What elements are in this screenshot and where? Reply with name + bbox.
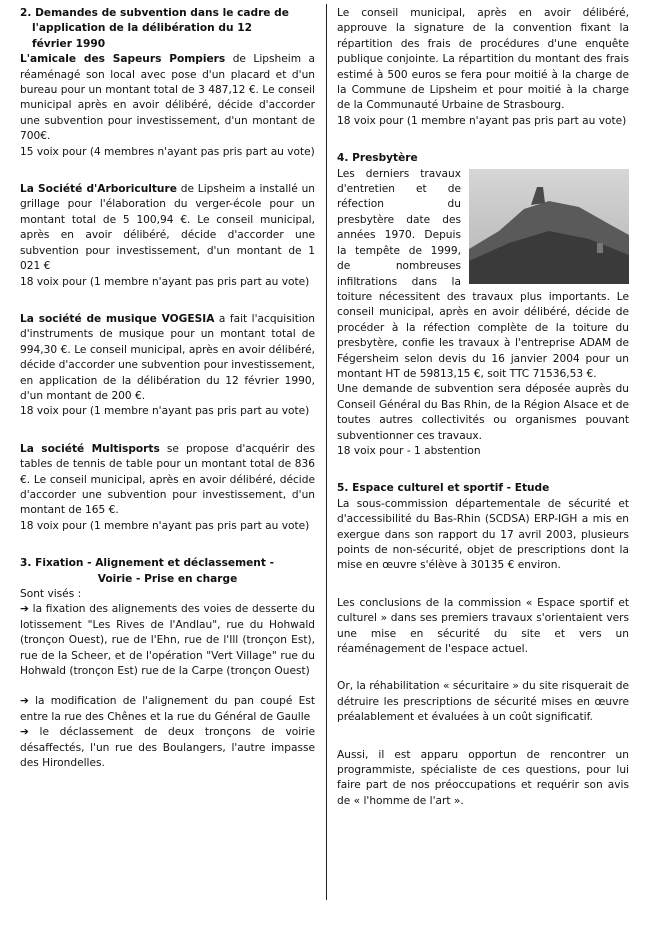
arrow-right-icon: ➔: [20, 695, 29, 708]
musique-vote: 18 voix pour (1 membre n'ayant pas pris part au vote): [20, 405, 310, 418]
amicale-paragraph: [20, 52, 315, 144]
musique-name: La société de musique VOGESIA: [20, 312, 215, 325]
section-3-intro: Sont visés :: [20, 588, 82, 600]
arboriculture-paragraph: [20, 182, 315, 274]
presbytere-block: [337, 167, 629, 383]
section-2-heading-line3: février 1990: [32, 37, 106, 50]
section-3-item-2: [20, 694, 315, 725]
section-3-item-3-text: le déclassement de deux tronçons de voirie désaffectés, l'un rue des Boulangers, l'autre impasse des Hirondelles.: [20, 726, 315, 770]
section-2-number: 2.: [20, 7, 32, 19]
section-3-item-1-text: la fixation des alignements des voies de desserte du lotissement "Les Rives de l'Andlau", rue du Hohwald (tronçon Ouest), rue de l'Ehn, rue de l'Ill (tronçon Est), rue de la Scheer, et de l'opération "Vert Village" rue du Hohwald (tronçon Est) rue de la Carpe (tronçon Ouest): [20, 603, 315, 678]
convention-paragraph: Le conseil municipal, après en avoir délibéré, approuve la signature de la convention fixant la répartition des frais de procédures d'une enquête publique conjointe. La répartition du montant des frais estimé à 500 euros se fera pour moitié à la charge de la Commune de Lipsheim et pour moitié à la charge de la Communauté Urbaine de Strasbourg.: [337, 7, 629, 112]
amicale-name: L'amicale des Sapeurs Pompiers: [20, 53, 226, 66]
musique-text: a fait l'acquisition d'instruments de musique pour un montant total de 994,30 €. Le conseil municipal, après en avoir délibéré, décide d'accorder une subvention pour investissement, en application de la délibération du 12 février 1990, d'un montant de 200 €.: [20, 312, 315, 402]
amicale-text: de Lipsheim a réaménagé son local avec pose d'un placard et d'un bureau pour un montant total de 3 487,12 €. Le conseil municipal après en avoir délibéré, décide d'accorder une subvention pour investissement, d'un montant de 700€.: [20, 53, 315, 143]
section-4-text: Les derniers travaux d'entretien et de réfection du presbytère date des années 1970. Depuis la tempête de 1999, de nombreuses infiltrations dans la toiture nécessitent des travaux plus importants. Le conseil municipal, après en avoir délibéré, décide de procéder à la réfection complète de la toiture du presbytère, confie les travaux à l'entreprise ADAM de Fégersheim selon devis du 16 janvier 2004 pour un montant HT de 59813,15 €, soit TTC 71536,53 €.: [337, 167, 629, 380]
section-5-heading: 5. Espace culturel et sportif - Etude: [337, 482, 550, 495]
section-5-paragraph-3: Or, la réhabilitation « sécuritaire » du site risquerait de détruire les prescriptions de sécurité mises en œuvre préalablement et évaluées à un coût significatif.: [337, 680, 629, 724]
arrow-right-icon: ➔: [20, 726, 29, 739]
arrow-right-icon: ➔: [20, 603, 29, 616]
right-column: [337, 6, 629, 809]
presbytere-photo: [469, 169, 629, 284]
arboriculture-text: de Lipsheim a installé un grillage pour l'élaboration du verger-école pour un montant total de 5 100,94 €. Le conseil municipal, après en avoir délibéré, décide d'accorder une subvention pour investissement, d'un montant de 1 021 €: [20, 183, 315, 273]
section-4-vote: 18 voix pour - 1 abstention: [337, 444, 481, 457]
section-3-item-3: [20, 725, 315, 771]
section-5-paragraph-1: La sous-commission départementale de sécurité et d'accessibilité du Bas-Rhin (SCDSA) ERP-IGH a mis en exergue dans son rapport du 17 avril 2003, plusieurs points de non-sécurité, objet de prescriptions dont la mise en œuvre s'élève à 30135 € environ.: [337, 497, 629, 572]
multisports-paragraph: [20, 442, 315, 519]
amicale-vote: 15 voix pour (4 membres n'ayant pas pris part au vote): [20, 145, 315, 158]
section-3-item-2-text: la modification de l'alignement du pan coupé Est entre la rue des Chênes et la rue du Général de Gaulle: [20, 695, 315, 723]
section-3-heading: [20, 556, 315, 587]
arboriculture-vote: 18 voix pour (1 membre n'ayant pas pris part au vote): [20, 275, 310, 288]
multisports-name: La société Multisports: [20, 442, 160, 455]
presbytere-roof-image: [469, 169, 629, 284]
section-4-subvention: Une demande de subvention sera déposée auprès du Conseil Général du Bas Rhin, de la Région Alsace et de toutes autres collectivités ou organismes pouvant subventionner ces travaux.: [337, 383, 629, 442]
multisports-text: se propose d'acquérir des tables de tennis de table pour un montant total de 836 €. Le conseil municipal, après en avoir délibéré, décide d'accorder une subvention pour investissement, d'un montant de 165 €.: [20, 442, 315, 517]
section-2-heading-line1: Demandes de subvention dans le cadre de: [35, 7, 289, 19]
section-5-paragraph-2: Les conclusions de la commission « Espace sportif et culturel » dans ses premiers travaux s'orientaient vers une mise en sécurité du site et vers un réaménagement de l'espace actuel.: [337, 596, 629, 656]
left-column: [20, 6, 315, 771]
section-2-heading-line2: l'application de la délibération du 12: [32, 22, 252, 35]
musique-paragraph: [20, 312, 315, 404]
convention-vote: 18 voix pour (1 membre n'ayant pas pris part au vote): [337, 114, 627, 127]
section-4-heading: 4. Presbytère: [337, 152, 418, 165]
section-3-heading-line2: Voirie - Prise en charge: [97, 572, 238, 585]
column-divider: [326, 4, 327, 900]
arboriculture-name: La Société d'Arboriculture: [20, 183, 177, 196]
multisports-vote: 18 voix pour (1 membre n'ayant pas pris part au vote): [20, 519, 310, 532]
section-3-item-1: [20, 602, 315, 679]
section-5-paragraph-4: Aussi, il est apparu opportun de rencontrer un programmiste, spécialiste de ces questions, pour lui faire part de nos préoccupations et requérir son avis de « l'homme de l'art ».: [337, 748, 629, 807]
section-2-heading: [20, 6, 315, 52]
section-3-heading-line1: 3. Fixation - Alignement et déclassement -: [20, 557, 274, 570]
